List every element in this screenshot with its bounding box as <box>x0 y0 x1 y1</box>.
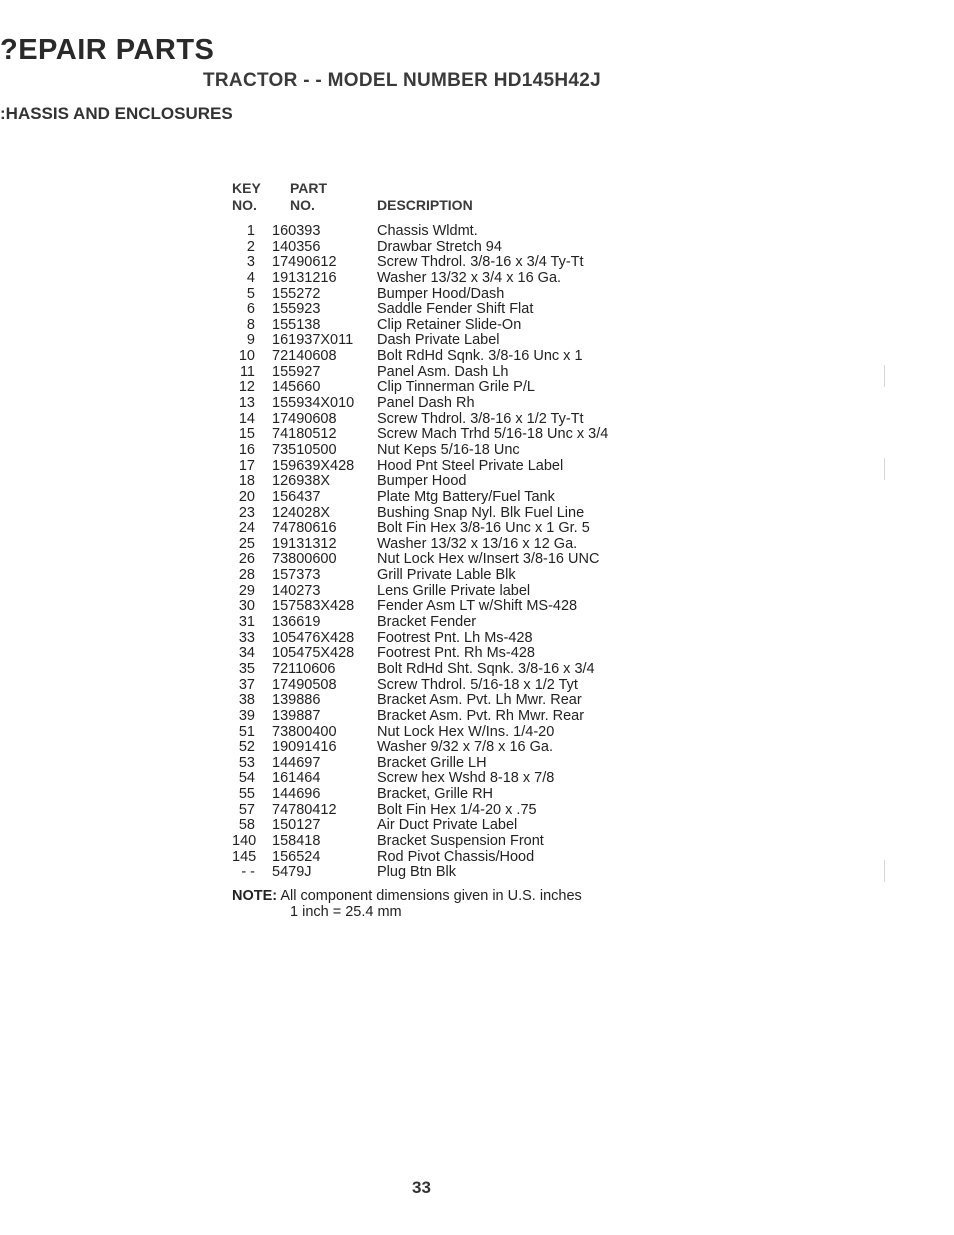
part-number: 155927 <box>272 363 321 380</box>
parts-row <box>232 865 652 881</box>
part-number: 156524 <box>272 848 321 865</box>
part-key-number: 55 <box>238 786 255 803</box>
parts-row <box>232 506 652 522</box>
part-key-number: 23 <box>238 504 255 521</box>
part-key-number: 15 <box>238 426 255 443</box>
part-number: 145660 <box>272 379 321 396</box>
part-header-line1: PART <box>290 180 328 196</box>
part-key-number: 6 <box>246 301 255 318</box>
part-number: 17490608 <box>272 410 337 427</box>
part-key-number: 34 <box>238 645 255 662</box>
part-key-number: 12 <box>238 379 255 396</box>
part-number: 144696 <box>272 786 321 803</box>
part-key-number: 51 <box>238 723 255 740</box>
part-number: 139886 <box>272 692 321 709</box>
part-description: Nut Keps 5/16-18 Unc <box>377 441 520 458</box>
part-number: 139887 <box>272 707 321 724</box>
parts-row <box>232 490 652 506</box>
page-number: 33 <box>412 1178 431 1197</box>
parts-row <box>232 443 652 459</box>
part-key-number: 8 <box>246 316 255 333</box>
parts-row <box>232 271 652 287</box>
part-description: Washer 9/32 x 7/8 x 16 Ga. <box>377 739 553 756</box>
section-heading: :HASSIS AND ENCLOSURES <box>0 104 233 123</box>
part-key-number: 13 <box>238 395 255 412</box>
part-number: 126938X <box>272 473 331 490</box>
part-description: Bumper Hood <box>377 473 467 490</box>
part-description: Screw Thdrol. 3/8-16 x 1/2 Ty-Tt <box>377 410 584 427</box>
key-header-line1: KEY <box>232 180 261 196</box>
part-description: Bracket Suspension Front <box>377 832 544 849</box>
part-number: 74780412 <box>272 801 337 818</box>
part-number: 161937X011 <box>272 332 354 349</box>
part-description: Footrest Pnt. Lh Ms-428 <box>377 629 533 646</box>
part-description: Panel Dash Rh <box>377 395 475 412</box>
part-key-number: 33 <box>238 629 255 646</box>
part-key-number: 9 <box>246 332 255 349</box>
part-number: 19131216 <box>272 269 337 286</box>
part-description: Plug Btn Blk <box>377 864 456 881</box>
part-description: Chassis Wldmt. <box>377 223 478 239</box>
part-number: 72140608 <box>272 348 337 365</box>
note <box>232 888 582 920</box>
key-header-line2: NO. <box>232 197 257 213</box>
parts-row <box>232 756 652 772</box>
part-key-number: 145 <box>232 848 257 865</box>
parts-row <box>232 584 652 600</box>
part-description: Nut Lock Hex W/Ins. 1/4-20 <box>377 723 555 740</box>
part-number: 124028X <box>272 504 331 521</box>
part-key-number: 5 <box>246 285 255 302</box>
part-number: 150127 <box>272 817 321 834</box>
parts-row <box>232 412 652 428</box>
parts-row <box>232 474 652 490</box>
part-key-number: 25 <box>238 535 255 552</box>
part-number: 105475X428 <box>272 645 355 662</box>
part-number: 140356 <box>272 238 321 255</box>
part-key-number: 30 <box>238 598 255 615</box>
scan-mark <box>884 365 885 387</box>
part-description: Lens Grille Private label <box>377 582 531 599</box>
part-key-number: 1 <box>246 223 255 239</box>
key-no-header <box>232 180 261 214</box>
parts-row <box>232 709 652 725</box>
parts-row <box>232 662 652 678</box>
part-description: Bracket, Grille RH <box>377 786 494 803</box>
part-key-number: 39 <box>238 707 255 724</box>
page-title: ?EPAIR PARTS <box>0 34 215 66</box>
part-description: Drawbar Stretch 94 <box>377 238 502 255</box>
parts-row <box>232 599 652 615</box>
part-key-number: 4 <box>246 269 255 286</box>
part-number: 140273 <box>272 582 321 599</box>
part-description: Screw hex Wshd 8-18 x 7/8 <box>377 770 555 787</box>
parts-row <box>232 552 652 568</box>
parts-row <box>232 615 652 631</box>
parts-row <box>232 380 652 396</box>
parts-row <box>232 771 652 787</box>
part-key-number: 3 <box>246 254 255 271</box>
part-description: Bolt Fin Hex 1/4-20 x .75 <box>377 801 537 818</box>
part-description: Screw Thdrol. 5/16-18 x 1/2 Tyt <box>377 676 578 693</box>
part-key-number: 11 <box>239 363 255 380</box>
part-number: 17490612 <box>272 254 337 271</box>
parts-row <box>232 537 652 553</box>
part-number: 157583X428 <box>272 598 355 615</box>
part-number: 155272 <box>272 285 321 302</box>
part-key-number: 2 <box>246 238 255 255</box>
part-description: Hood Pnt Steel Private Label <box>377 457 564 474</box>
part-key-number: 54 <box>238 770 255 787</box>
part-number: 5479J <box>272 864 312 881</box>
part-key-number: 24 <box>238 520 255 537</box>
part-key-number: 20 <box>238 488 255 505</box>
part-number: 105476X428 <box>272 629 355 646</box>
part-description: Screw Mach Trhd 5/16-18 Unc x 3/4 <box>377 426 609 443</box>
part-description: Plate Mtg Battery/Fuel Tank <box>377 488 555 505</box>
parts-row <box>232 459 652 475</box>
scan-mark <box>884 458 885 480</box>
part-description: Screw Thdrol. 3/8-16 x 3/4 Ty-Tt <box>377 254 584 271</box>
note-label: NOTE: <box>232 888 278 904</box>
part-description: Saddle Fender Shift Flat <box>377 301 534 318</box>
parts-row <box>232 521 652 537</box>
part-description: Clip Tinnerman Grile P/L <box>377 379 535 396</box>
parts-row <box>232 427 652 443</box>
part-number: 136619 <box>272 614 321 631</box>
parts-row <box>232 646 652 662</box>
part-key-number: 26 <box>238 551 255 568</box>
part-description: Bolt RdHd Sht. Sqnk. 3/8-16 x 3/4 <box>377 660 595 677</box>
part-number: 155138 <box>272 316 321 333</box>
parts-row <box>232 302 652 318</box>
description-header: DESCRIPTION <box>377 197 473 213</box>
part-no-header <box>290 180 327 214</box>
part-number: 19091416 <box>272 739 337 756</box>
part-description: Bolt RdHd Sqnk. 3/8-16 Unc x 1 <box>377 348 583 365</box>
part-number: 74180512 <box>272 426 337 443</box>
part-number: 155934X010 <box>272 395 355 412</box>
parts-row <box>232 818 652 834</box>
part-number: 74780616 <box>272 520 337 537</box>
part-key-number: 31 <box>238 614 255 631</box>
note-line1: All component dimensions given in U.S. inches <box>280 888 582 904</box>
part-description: Panel Asm. Dash Lh <box>377 363 509 380</box>
part-number: 17490508 <box>272 676 337 693</box>
part-description: Dash Private Label <box>377 332 500 349</box>
parts-row <box>232 365 652 381</box>
parts-row <box>232 850 652 866</box>
parts-row <box>232 224 652 240</box>
part-number: 144697 <box>272 754 321 771</box>
part-description: Bracket Grille LH <box>377 754 487 771</box>
part-key-number: 10 <box>238 348 255 365</box>
part-description: Bracket Asm. Pvt. Rh Mwr. Rear <box>377 707 585 724</box>
part-number: 73800600 <box>272 551 337 568</box>
part-key-number: 35 <box>238 660 255 677</box>
part-key-number: 29 <box>238 582 255 599</box>
part-key-number: 58 <box>238 817 255 834</box>
part-key-number: 37 <box>238 676 255 693</box>
note-line2: 1 inch = 25.4 mm <box>290 904 402 920</box>
part-description: Bolt Fin Hex 3/8-16 Unc x 1 Gr. 5 <box>377 520 590 537</box>
parts-row <box>232 333 652 349</box>
part-description: Footrest Pnt. Rh Ms-428 <box>377 645 535 662</box>
parts-row <box>232 396 652 412</box>
part-key-number: 57 <box>238 801 255 818</box>
part-number: 73510500 <box>272 441 337 458</box>
part-description: Washer 13/32 x 3/4 x 16 Ga. <box>377 269 562 286</box>
part-key-number: 17 <box>238 457 255 474</box>
model-subtitle: TRACTOR - - MODEL NUMBER HD145H42J <box>203 70 601 91</box>
parts-list <box>232 224 652 881</box>
parts-row <box>232 287 652 303</box>
part-key-number: 53 <box>238 754 255 771</box>
parts-row <box>232 240 652 256</box>
part-description: Washer 13/32 x 13/16 x 12 Ga. <box>377 535 578 552</box>
parts-row <box>232 255 652 271</box>
part-key-number: 14 <box>238 410 255 427</box>
part-number: 160393 <box>272 223 321 239</box>
parts-row <box>232 678 652 694</box>
part-number: 158418 <box>272 832 321 849</box>
part-header-line2: NO. <box>290 197 315 213</box>
parts-row <box>232 803 652 819</box>
part-number: 161464 <box>272 770 321 787</box>
parts-row <box>232 787 652 803</box>
part-description: Rod Pivot Chassis/Hood <box>377 848 535 865</box>
part-number: 73800400 <box>272 723 337 740</box>
part-description: Bracket Fender <box>377 614 477 631</box>
parts-row <box>232 740 652 756</box>
part-key-number: 18 <box>238 473 255 490</box>
part-description: Fender Asm LT w/Shift MS-428 <box>377 598 578 615</box>
part-description: Bushing Snap Nyl. Blk Fuel Line <box>377 504 585 521</box>
part-number: 157373 <box>272 567 321 584</box>
part-description: Nut Lock Hex w/Insert 3/8-16 UNC <box>377 551 600 568</box>
part-key-number: 52 <box>238 739 255 756</box>
parts-row <box>232 725 652 741</box>
part-key-number: 140 <box>232 832 257 849</box>
parts-row <box>232 568 652 584</box>
part-key-number: - - <box>241 864 255 881</box>
part-number: 72110606 <box>272 660 336 677</box>
part-number: 156437 <box>272 488 321 505</box>
parts-row <box>232 693 652 709</box>
part-description: Bracket Asm. Pvt. Lh Mwr. Rear <box>377 692 582 709</box>
part-description: Bumper Hood/Dash <box>377 285 505 302</box>
part-key-number: 38 <box>238 692 255 709</box>
part-description: Clip Retainer Slide-On <box>377 316 522 333</box>
scan-mark <box>884 860 885 882</box>
part-number: 159639X428 <box>272 457 355 474</box>
parts-row <box>232 349 652 365</box>
part-number: 155923 <box>272 301 321 318</box>
part-key-number: 16 <box>238 441 255 458</box>
parts-row <box>232 631 652 647</box>
part-description: Grill Private Lable Blk <box>377 567 516 584</box>
part-description: Air Duct Private Label <box>377 817 518 834</box>
parts-row <box>232 318 652 334</box>
part-key-number: 28 <box>238 567 255 584</box>
parts-row <box>232 834 652 850</box>
part-number: 19131312 <box>272 535 337 552</box>
